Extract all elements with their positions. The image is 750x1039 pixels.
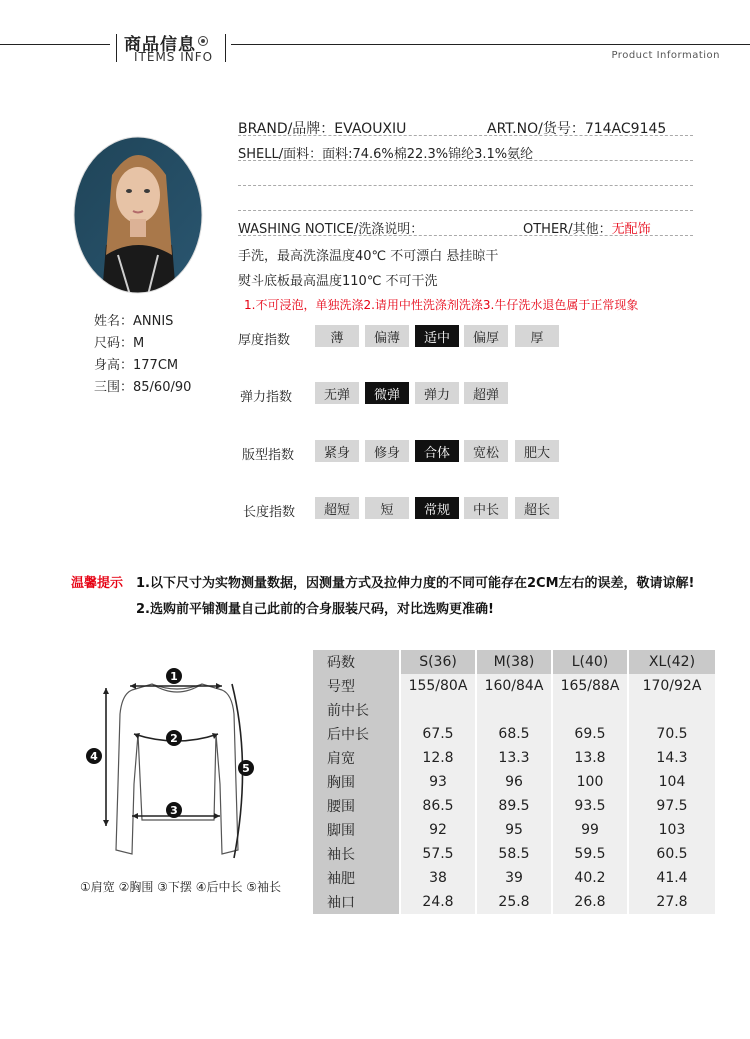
row-label: 前中长 <box>313 698 400 722</box>
index-option: 厚 <box>515 325 559 347</box>
index-label: 弹力指数 <box>240 390 293 405</box>
header-title-en: ITEMS INFO <box>134 50 214 64</box>
table-row <box>313 746 716 770</box>
table-cell: 24.8 <box>400 890 476 914</box>
divider <box>238 210 693 211</box>
tips-label: 温馨提示 <box>71 576 124 591</box>
header-line-left <box>0 44 110 45</box>
svg-text:1: 1 <box>170 670 178 683</box>
index-option: 偏厚 <box>464 325 508 347</box>
table-cell: 40.2 <box>552 866 628 890</box>
index-option: 紧身 <box>315 440 359 462</box>
index-option: 超长 <box>515 497 559 519</box>
other-value: 无配饰 <box>611 222 651 237</box>
header-title-cn: 商品信息 <box>124 35 196 55</box>
table-cell: 41.4 <box>628 866 716 890</box>
table-cell: 68.5 <box>476 722 552 746</box>
header-subtitle: Product Information <box>611 50 720 61</box>
index-label: 长度指数 <box>243 505 296 520</box>
index-option: 适中 <box>415 325 459 347</box>
divider <box>238 185 693 186</box>
table-cell: 86.5 <box>400 794 476 818</box>
table-cell: 57.5 <box>400 842 476 866</box>
index-option: 偏薄 <box>365 325 409 347</box>
table-cell <box>628 698 716 722</box>
table-cell <box>476 698 552 722</box>
table-cell: 58.5 <box>476 842 552 866</box>
header-tick-left <box>116 34 117 62</box>
table-cell: 70.5 <box>628 722 716 746</box>
table-row <box>313 698 716 722</box>
row-label: 码数 <box>313 650 400 674</box>
table-cell: 27.8 <box>628 890 716 914</box>
row-label: 袖长 <box>313 842 400 866</box>
svg-text:2: 2 <box>170 732 178 745</box>
svg-text:5: 5 <box>242 762 250 775</box>
table-cell: 39 <box>476 866 552 890</box>
index-option: 超短 <box>315 497 359 519</box>
divider <box>238 160 693 161</box>
table-cell: 67.5 <box>400 722 476 746</box>
svg-text:3: 3 <box>170 804 178 817</box>
table-cell: 170/92A <box>628 674 716 698</box>
wash-instructions-2: 熨斗底板最高温度110℃ 不可干洗 <box>238 274 438 289</box>
table-cell: 97.5 <box>628 794 716 818</box>
index-option: 常规 <box>415 497 459 519</box>
row-label: 袖肥 <box>313 866 400 890</box>
table-cell: 59.5 <box>552 842 628 866</box>
divider <box>238 235 693 236</box>
wash-instructions-1: 手洗，最高洗涤温度40℃ 不可漂白 悬挂晾干 <box>238 249 499 264</box>
table-row <box>313 674 716 698</box>
table-cell: L(40) <box>552 650 628 674</box>
model-measurements: 三围：85/60/90 <box>94 380 192 395</box>
table-cell: 95 <box>476 818 552 842</box>
diagram-legend: ①肩宽 ②胸围 ③下摆 ④后中长 ⑤袖长 <box>80 880 282 894</box>
divider <box>238 135 693 136</box>
index-option: 无弹 <box>315 382 359 404</box>
table-cell: 160/84A <box>476 674 552 698</box>
table-row <box>313 794 716 818</box>
row-label: 肩宽 <box>313 746 400 770</box>
index-label: 版型指数 <box>242 448 295 463</box>
table-cell: 69.5 <box>552 722 628 746</box>
index-option: 弹力 <box>415 382 459 404</box>
table-cell: 93.5 <box>552 794 628 818</box>
table-cell: 103 <box>628 818 716 842</box>
table-row <box>313 818 716 842</box>
model-name: 姓名：ANNIS <box>94 314 174 329</box>
table-cell: 25.8 <box>476 890 552 914</box>
row-label: 袖口 <box>313 890 400 914</box>
index-option: 宽松 <box>464 440 508 462</box>
table-cell: 89.5 <box>476 794 552 818</box>
svg-text:4: 4 <box>90 750 98 763</box>
other-label-text: OTHER/其他： <box>523 222 612 237</box>
row-label: 脚围 <box>313 818 400 842</box>
index-option: 微弹 <box>365 382 409 404</box>
table-row <box>313 722 716 746</box>
index-option: 薄 <box>315 325 359 347</box>
index-option: 超弹 <box>464 382 508 404</box>
row-label: 胸围 <box>313 770 400 794</box>
header-line-right <box>231 44 750 45</box>
index-option: 中长 <box>464 497 508 519</box>
brand-label: BRAND/品牌：EVAOUXIU <box>238 121 407 137</box>
row-label: 号型 <box>313 674 400 698</box>
table-header-row <box>313 650 716 674</box>
table-cell: 100 <box>552 770 628 794</box>
table-cell: 104 <box>628 770 716 794</box>
garment-diagram <box>82 664 272 864</box>
model-size: 尺码：M <box>94 336 145 351</box>
art-number: ART.NO/货号：714AC9145 <box>487 121 667 137</box>
table-cell: XL(42) <box>628 650 716 674</box>
index-label: 厚度指数 <box>238 333 291 348</box>
table-cell <box>552 698 628 722</box>
table-cell: 60.5 <box>628 842 716 866</box>
washing-label: WASHING NOTICE/洗涤说明： <box>238 222 424 237</box>
table-cell: 96 <box>476 770 552 794</box>
header-target-icon <box>198 36 208 46</box>
header-tick-right <box>225 34 226 62</box>
table-row <box>313 890 716 914</box>
table-cell: M(38) <box>476 650 552 674</box>
table-cell: 92 <box>400 818 476 842</box>
table-cell: 14.3 <box>628 746 716 770</box>
index-option: 短 <box>365 497 409 519</box>
table-row <box>313 770 716 794</box>
index-option: 合体 <box>415 440 459 462</box>
tips-line-1: 1.以下尺寸为实物测量数据，因测量方式及拉伸力度的不同可能存在2CM左右的误差，敬请谅解! <box>136 576 695 591</box>
table-cell: 12.8 <box>400 746 476 770</box>
table-cell: 93 <box>400 770 476 794</box>
table-row <box>313 842 716 866</box>
table-cell: 13.3 <box>476 746 552 770</box>
index-option: 肥大 <box>515 440 559 462</box>
index-option: 修身 <box>365 440 409 462</box>
table-cell: 165/88A <box>552 674 628 698</box>
shell-label: SHELL/面料：面料:74.6%棉22.3%锦纶3.1%氨纶 <box>238 147 534 162</box>
model-photo <box>72 135 204 295</box>
table-cell: 38 <box>400 866 476 890</box>
table-cell: 155/80A <box>400 674 476 698</box>
table-cell <box>400 698 476 722</box>
row-label: 腰围 <box>313 794 400 818</box>
table-cell: 99 <box>552 818 628 842</box>
row-label: 后中长 <box>313 722 400 746</box>
table-cell: 13.8 <box>552 746 628 770</box>
model-height: 身高：177CM <box>94 358 179 373</box>
wash-warning: 1.不可浸泡，单独洗涤2.请用中性洗涤剂洗涤3.牛仔洗水退色属于正常现象 <box>244 298 639 312</box>
table-row <box>313 866 716 890</box>
table-cell: 26.8 <box>552 890 628 914</box>
table-cell: S(36) <box>400 650 476 674</box>
tips-line-2: 2.选购前平铺测量自己此前的合身服装尺码，对比选购更准确! <box>136 602 494 617</box>
size-table <box>313 650 717 914</box>
